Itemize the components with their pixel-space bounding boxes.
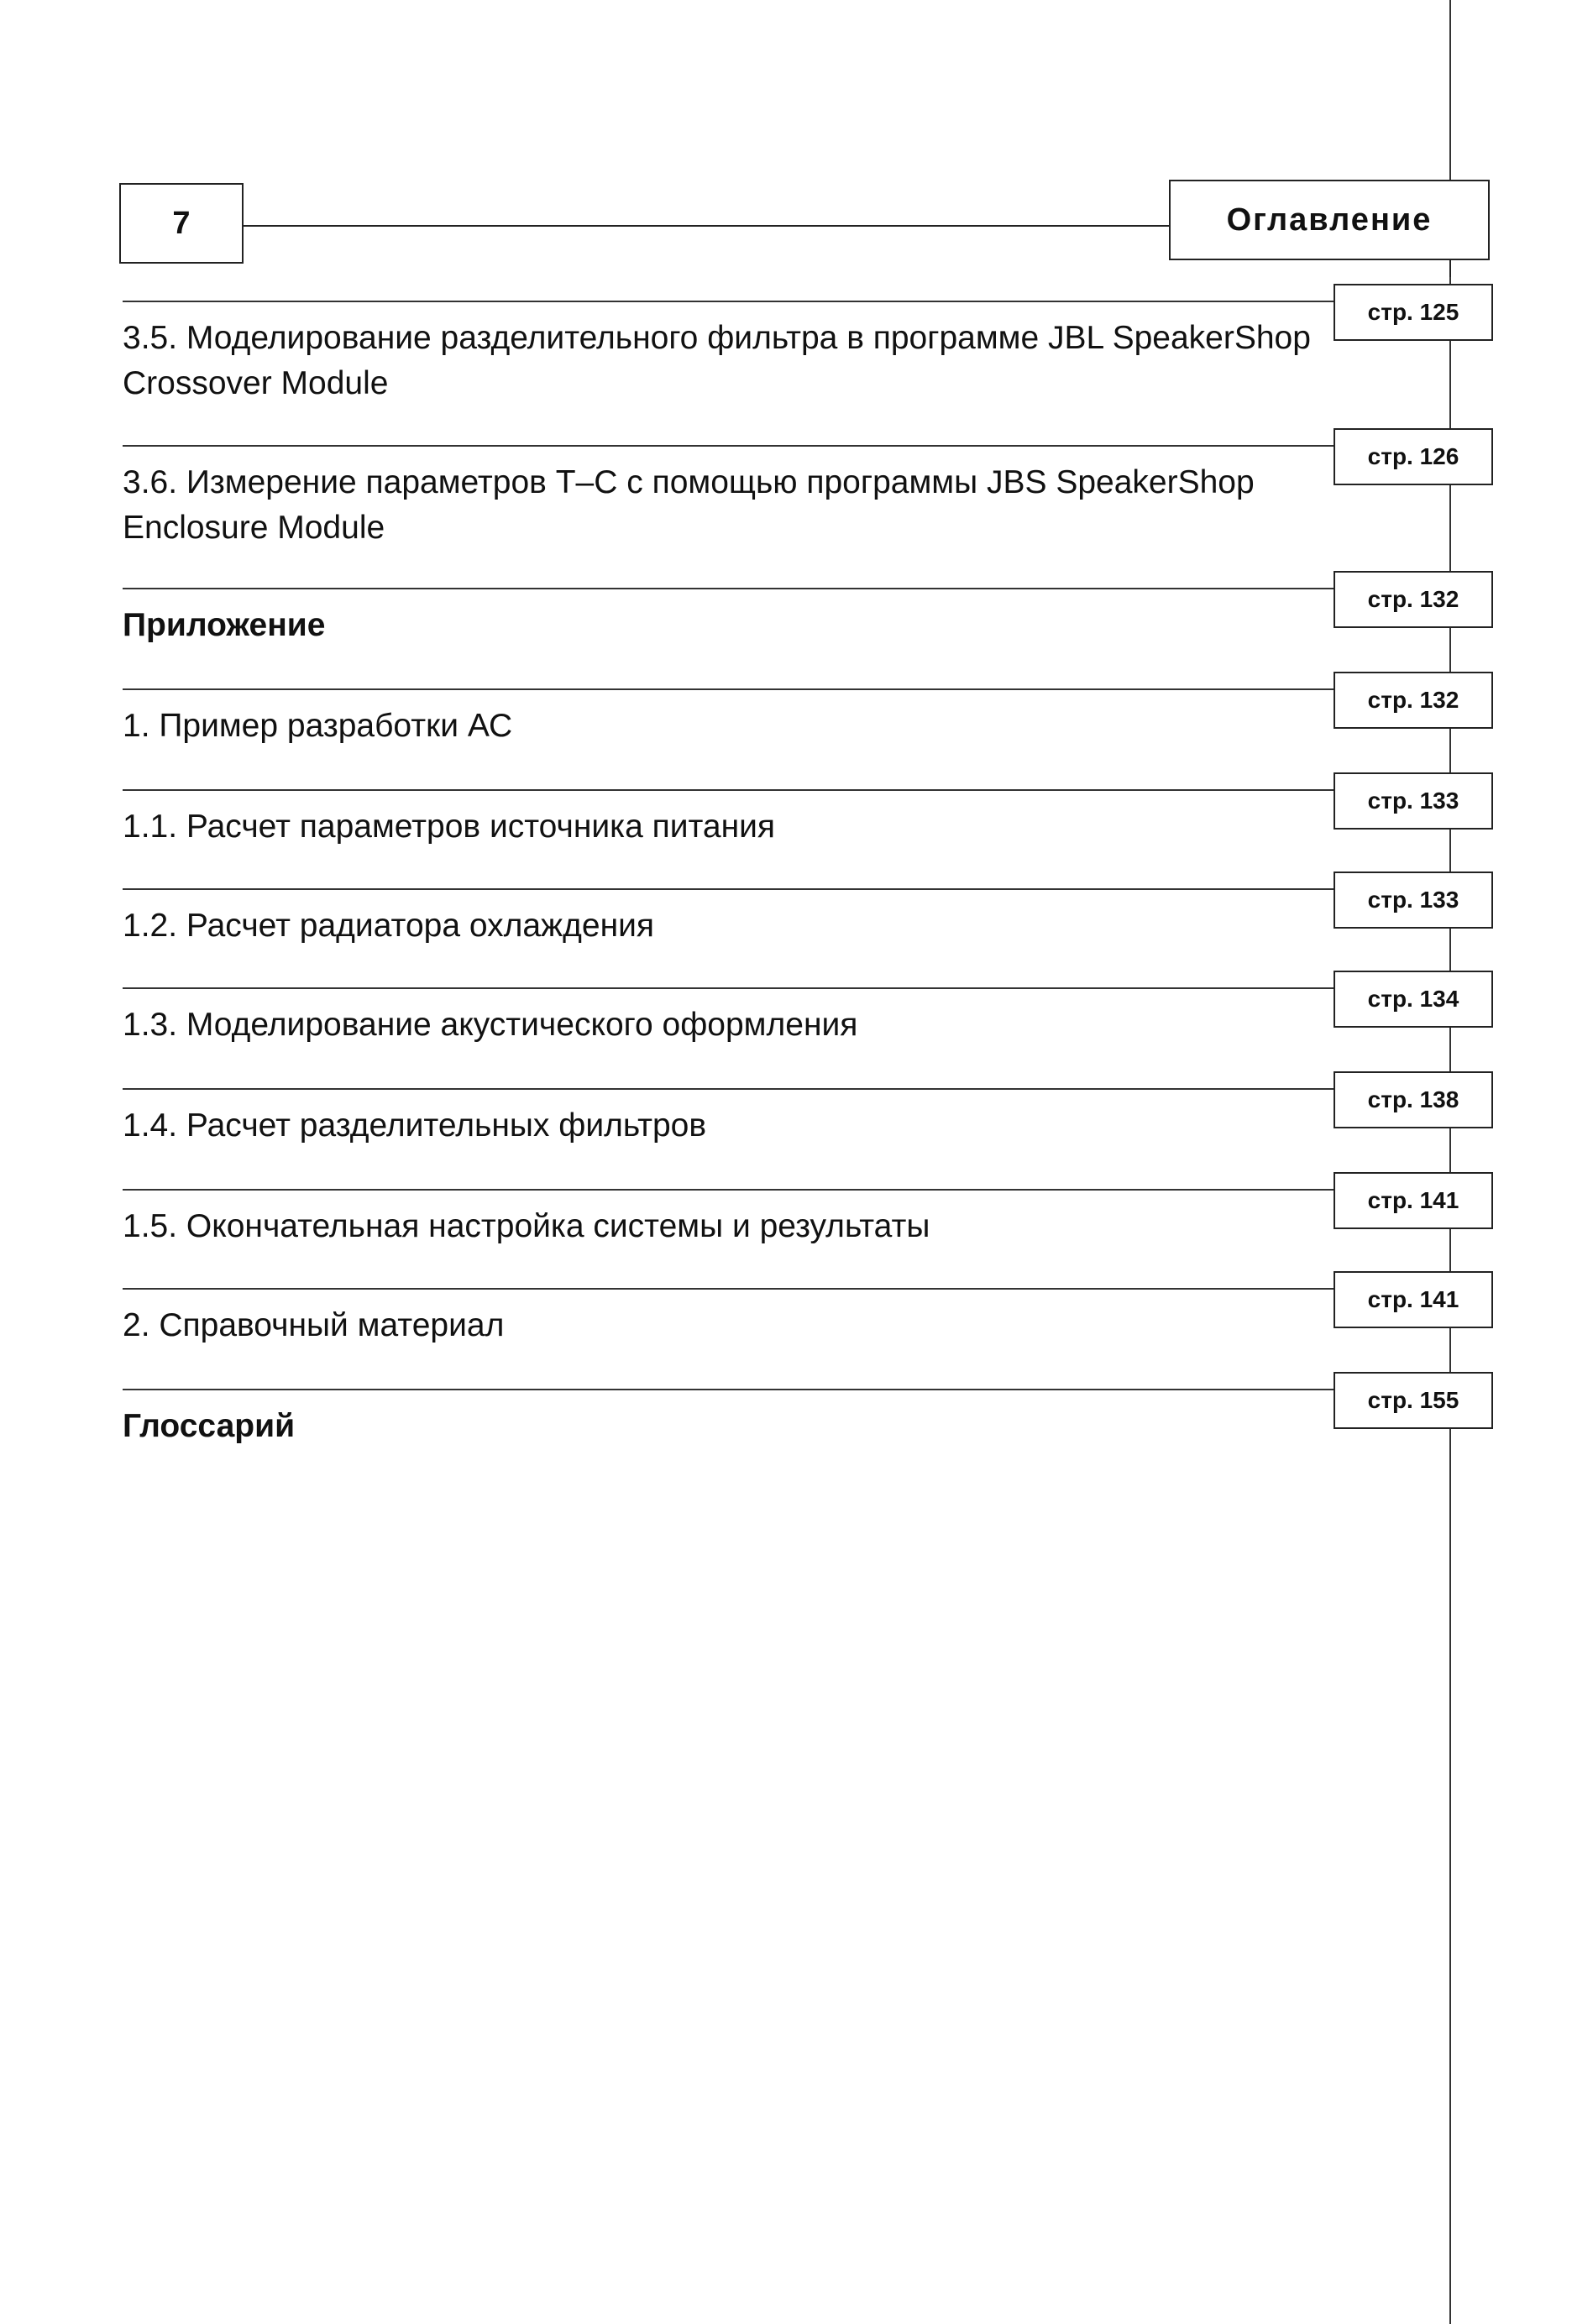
entry-rule [123, 789, 1334, 791]
entry-page: стр. 132 [1334, 571, 1493, 628]
entry-title: Приложение [123, 607, 326, 643]
entry-rule [123, 987, 1334, 989]
entry-title: 3.6. Измерение параметров Т–С с помощью программы JBS SpeakerShop Enclosure Module [123, 464, 1255, 546]
entry-page: стр. 133 [1334, 772, 1493, 830]
entry-rule [123, 301, 1334, 302]
margin-rule [1449, 0, 1451, 2324]
entry-page: стр. 134 [1334, 971, 1493, 1028]
entry-page: стр. 138 [1334, 1071, 1493, 1128]
entry-page: стр. 133 [1334, 872, 1493, 929]
entry-page: стр. 132 [1334, 672, 1493, 729]
entry-title: 1. Пример разработки АС [123, 708, 513, 744]
entry-page: стр. 141 [1334, 1271, 1493, 1328]
entry-title: Глоссарий [123, 1408, 296, 1444]
entry-page: стр. 141 [1334, 1172, 1493, 1229]
header-tick [1449, 260, 1451, 277]
header-divider [244, 225, 1169, 227]
entry-title: 1.2. Расчет радиатора охлаждения [123, 908, 655, 944]
entry-rule [123, 1088, 1334, 1090]
entry-rule [123, 445, 1334, 447]
entry-rule [123, 588, 1334, 589]
entry-rule [123, 1389, 1334, 1390]
entry-rule [123, 688, 1334, 690]
entry-rule [123, 1288, 1334, 1290]
entry-title: 1.1. Расчет параметров источника питания [123, 809, 776, 845]
entry-title: 1.5. Окончательная настройка системы и результаты [123, 1208, 930, 1244]
entry-title: 1.3. Моделирование акустического оформления [123, 1007, 858, 1043]
entry-rule [123, 1189, 1334, 1191]
entry-page: стр. 125 [1334, 284, 1493, 341]
entry-page: стр. 155 [1334, 1372, 1493, 1429]
entry-title: 1.4. Расчет разделительных фильтров [123, 1107, 707, 1144]
entry-rule [123, 888, 1334, 890]
entry-page: стр. 126 [1334, 428, 1493, 485]
page-number: 7 [119, 183, 244, 264]
entry-title: 3.5. Моделирование разделительного фильтра в программе JBL SpeakerShop Crossover Module [123, 320, 1311, 401]
entry-title: 2. Справочный материал [123, 1307, 505, 1343]
section-title: Оглавление [1169, 180, 1490, 260]
